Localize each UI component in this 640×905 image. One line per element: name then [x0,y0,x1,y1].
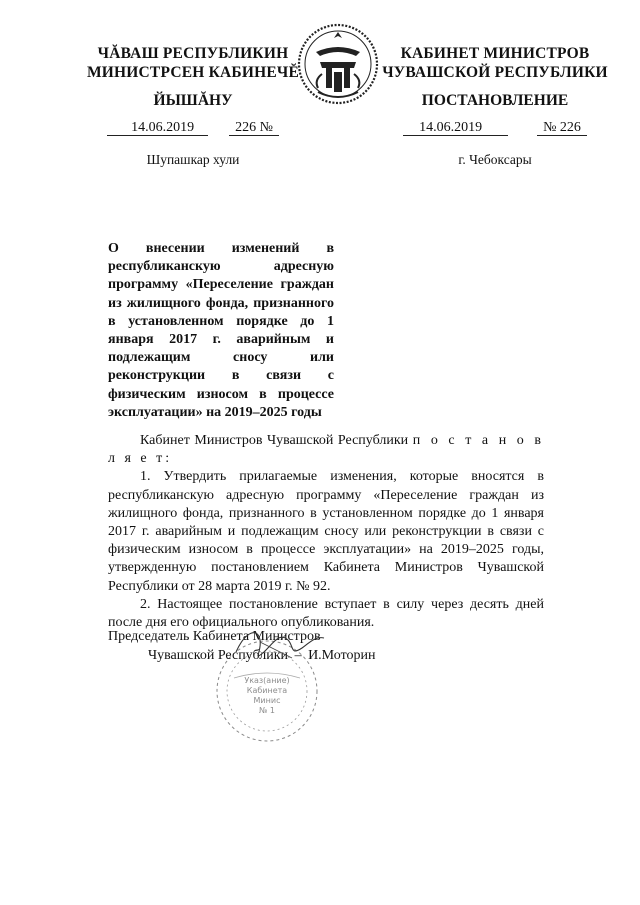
body-item-1: 1. Утвердить прилагаемые изменения, которые вносятся в республиканскую адресную программу «Переселение граждан из жилищного фонда, признанного в установленном порядке до 1 января 2017 г. аварийным и подлежащим сносу или реконструкции в связи с физическим износом в процессе эксплуатации» на 2019–2025 годы, утвержденную постановлением Кабинета Министров Чувашской Республики от 28 марта 2019 г. № 92. [108,469,544,594]
signatory-dash: – [294,647,302,663]
preamble-verb: п о с т а н о в л я е т: [108,433,544,467]
stamp-text-3: № 1 [259,706,275,715]
header-left-place: Шупашкар хули [146,152,240,167]
header-right-date: 14.06.2019 [403,120,508,136]
header-left-line1: ЧĂВАШ РЕСПУБЛИКИН [97,45,289,62]
header-right-place: г. Чебоксары [458,152,532,167]
header-right-date-line [380,120,610,136]
preamble-start: Кабинет Министров Чувашской Республики [140,433,409,448]
header-right-number: № 226 [537,120,587,136]
header-right-line2: ЧУВАШСКОЙ РЕСПУБЛИКИ [382,64,608,81]
document-subject: О внесении изменений в республиканскую адресную программу «Переселение граждан из жилищного фонда, признанного в установленном порядке до 1 января 2017 г. аварийным и подлежащим сносу или реконструкции в связи с физическим износом в процессе эксплуатации» на 2019–2025 годы [108,241,334,420]
header-left-number: 226 № [229,120,279,136]
header-left-title [78,44,308,82]
document-body [108,432,544,632]
body-item-2: 2. Настоящее постановление вступает в силу через десять дней после дня его официального опубликования. [108,596,544,631]
chuvash-coat-of-arms-icon [296,22,380,106]
header-left-date-line [78,120,308,136]
signatory-title-line2: Чувашской Республики [148,647,289,663]
stamp-text-2: Кабинета Минис [246,686,288,705]
stamp-text [236,676,298,716]
header-right-doc-type: ПОСТАНОВЛЕНИЕ [421,92,569,109]
header-left-line2: МИНИСТРСЕН КАБИНЕЧĔ [86,64,300,81]
signatory-title-line1: Председатель Кабинета Министров [108,629,321,644]
stamp-text-1: Указ(ание) [244,676,290,685]
header-right-line1: КАБИНЕТ МИНИСТРОВ [400,45,590,62]
header-right-title [380,44,610,82]
header-left-date: 14.06.2019 [107,120,208,136]
handwritten-signature [230,622,330,666]
body-preamble [108,432,544,468]
signatory-name: И.Моторин [308,647,376,663]
header-left-doc-type: ЙЫШĂНУ [153,92,233,109]
